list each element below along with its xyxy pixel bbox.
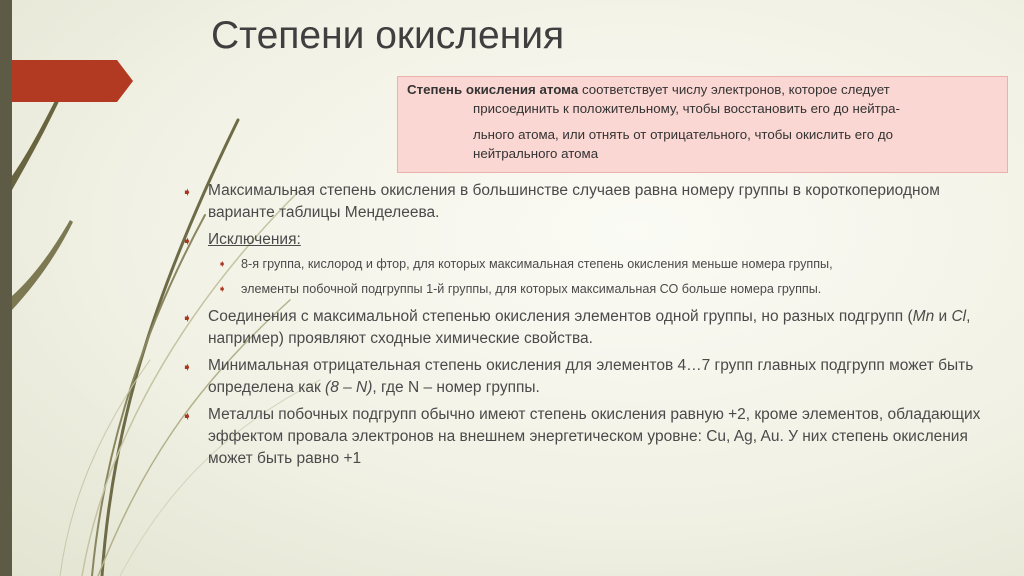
- sub-list-item: [182, 281, 982, 298]
- list-item: [182, 404, 982, 470]
- definition-line-4: нейтрального атома: [473, 145, 599, 161]
- arrowhead-bullet-icon: ➧: [218, 284, 227, 295]
- definition-text-1: соответствует числу электронов, которое следует: [578, 82, 890, 97]
- element-mn: Mn: [912, 308, 935, 325]
- exceptions-heading: Исключения:: [208, 231, 301, 248]
- definition-line-3: льного атома, или отнять от отрицательного, чтобы окислить его до: [473, 127, 893, 142]
- element-cl: Cl: [951, 308, 967, 325]
- bullet-text: Максимальная степень окисления в большинстве случаев равна номеру группы в короткопериодном варианте таблицы Менделеева.: [208, 182, 940, 221]
- arrowhead-bullet-icon: ➧: [182, 234, 193, 248]
- formula: (8 – N): [325, 379, 373, 396]
- bullet-text: Соединения с максимальной степенью окисления элементов одной группы, но разных подгрупп (Mn и Cl, например) проявляют сходные химические свойства.: [208, 308, 971, 347]
- sub-bullet-text: элементы побочной подгруппы 1-й группы, для которых максимальная СО больше номера группы.: [241, 282, 822, 296]
- bullet-text: Минимальная отрицательная степень окисления для элементов 4…7 групп главных подгрупп может быть определена как (8 – N), где N – номер группы.: [208, 357, 974, 396]
- list-item: [182, 306, 982, 350]
- arrowhead-bullet-icon: ➧: [218, 259, 227, 270]
- page-title: Степени окисления: [211, 14, 565, 57]
- definition-line-1: [407, 81, 999, 100]
- red-arrow-tab-icon: [12, 60, 133, 102]
- sub-bullet-text: 8-я группа, кислород и фтор, для которых максимальная степень окисления меньше номера группы,: [241, 257, 833, 271]
- definition-box: [397, 76, 1008, 173]
- arrowhead-bullet-icon: ➧: [182, 185, 193, 199]
- arrowhead-bullet-icon: ➧: [182, 360, 193, 374]
- list-item: [182, 355, 982, 399]
- arrowhead-bullet-icon: ➧: [182, 409, 193, 423]
- bullet-text: Металлы побочных подгрупп обычно имеют степень окисления равную +2, кроме элементов, обладающих эффектом провала электронов на внешнем энергетическом уровне: Cu, Ag, Au. У них степень окисления может быть равно +1: [208, 406, 981, 467]
- definition-term: Степень окисления атома: [407, 82, 579, 97]
- list-item: [182, 229, 982, 251]
- sub-list-item: [182, 256, 982, 273]
- arrowhead-bullet-icon: ➧: [182, 311, 193, 325]
- definition-line-2: присоединить к положительному, чтобы восстановить его до нейтра-: [473, 100, 900, 116]
- list-item: [182, 180, 982, 224]
- bullet-list: [182, 180, 982, 475]
